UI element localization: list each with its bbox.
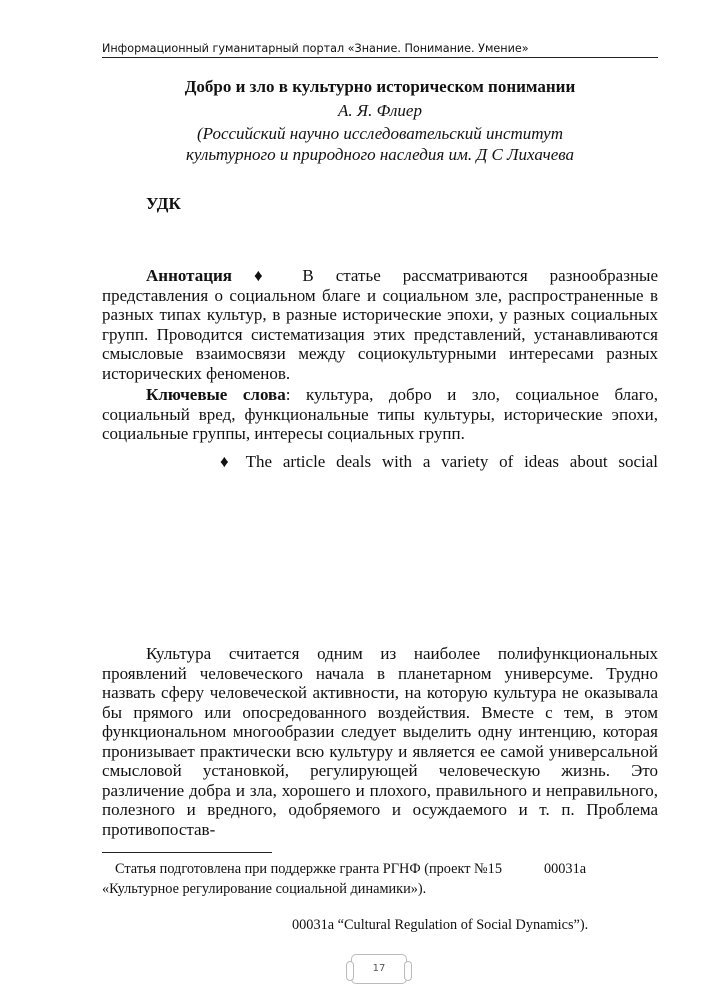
keywords-paragraph	[102, 385, 658, 444]
page-number: 17	[372, 963, 386, 974]
author-name: А. Я. Флиер	[338, 101, 422, 120]
author-affiliation	[102, 123, 658, 165]
keywords-label: Ключевые слова	[146, 385, 286, 404]
keywords-text: : культура, добро и зло, социальное благо, социальный вред, функциональные типы культуры, исторические эпохи, социальные группы, интересы социальных групп.	[102, 385, 658, 443]
abstract-paragraph	[102, 266, 658, 383]
footnote-line-1	[102, 859, 658, 879]
abstract-label: Аннотация ♦	[146, 266, 281, 285]
footnote-grant-code: 00031а	[543, 861, 587, 877]
affiliation-line-2: культурного и природного наследия им. Д С Лихачева	[185, 145, 575, 164]
footnote-english: 00031а “Cultural Regulation of Social Dynamics”).	[292, 917, 589, 933]
body-paragraph: Культура считается одним из наиболее полифункциональных проявлений человеческого начала в планетарном универсуме. Трудно назвать сферу человеческой активности, на которую культура не оказывала бы прямого или опосредованного воздействия. Вместе с тем, в этом функциональном многообразии следует выделить одну интенцию, которая пронизывает практически всю культуру и является ее самой универсальной смысловой установкой, регулирующей человеческую жизнь. Это различение добра и зла, хорошего и плохого, правильного и неправильного, полезного и вредного, одобряемого и осуждаемого и т. п. Проблема противопостав-	[102, 644, 658, 839]
footnote-divider	[102, 852, 272, 853]
english-abstract-fragment: ♦ The article deals with a variety of ideas about social	[220, 452, 658, 471]
footnote	[102, 859, 658, 899]
article-title: Добро и зло в культурно историческом понимании	[184, 77, 576, 96]
affiliation-line-1: (Российский научно исследовательский институт	[197, 124, 563, 143]
abstract-text: В статье рассматриваются разнообразные представления о социальном благе и социальном зле, распространенные в разных типах культур, в разные исторические эпохи, у разных социальных групп. Проводится систематизация этих представлений, устанавливаются смысловые взаимосвязи между социокультурными интересами разных исторических феноменов.	[102, 266, 659, 383]
page-number-scroll-icon	[351, 954, 407, 984]
footnote-text: Статья подготовлена при поддержке гранта РГНФ (проект №15	[115, 861, 502, 877]
udk-label: УДК	[146, 194, 181, 213]
footnote-line-2: «Культурное регулирование социальной динамики»).	[102, 881, 427, 897]
running-header: Информационный гуманитарный портал «Знание. Понимание. Умение»	[102, 42, 658, 58]
